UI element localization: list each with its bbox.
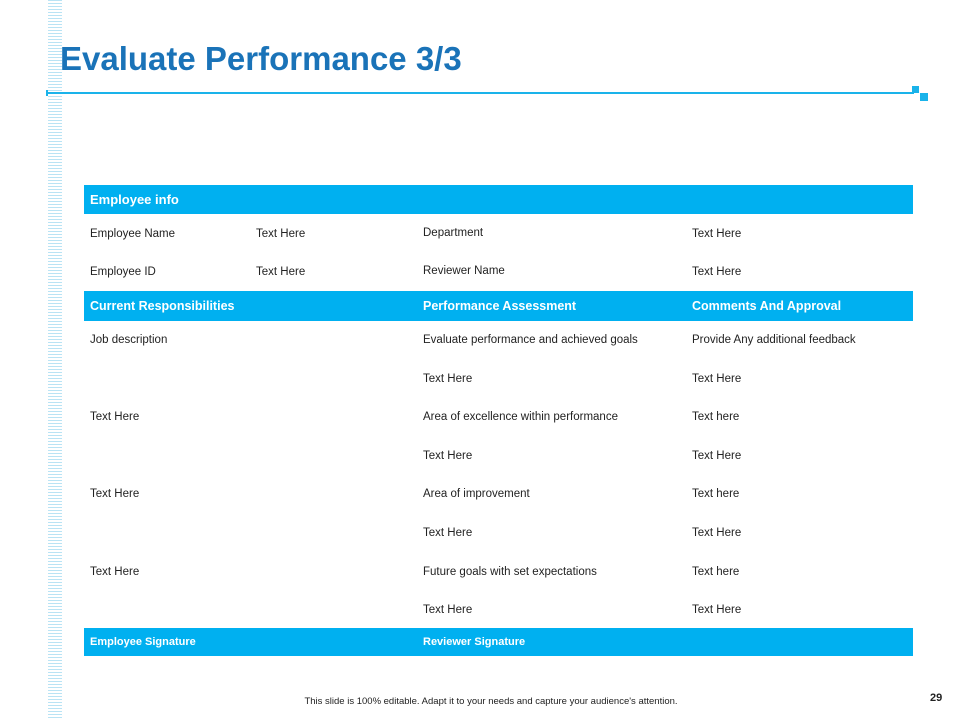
employee-name-value: Text Here xyxy=(256,227,306,240)
footer-note: This slide is 100% editable. Adapt it to your needs and capture your audience's attention. xyxy=(304,696,678,707)
row-col1: Text Here xyxy=(90,411,140,423)
signature-row xyxy=(84,628,913,656)
decorative-square xyxy=(912,86,919,93)
performance-assessment-header: Performance Assessment xyxy=(423,299,577,313)
row-col3: Text Here xyxy=(423,449,473,462)
table-row xyxy=(84,321,913,359)
row-col1: Text Here xyxy=(90,565,140,578)
table-row xyxy=(84,436,913,475)
comments-approval-header: Comments And Approval xyxy=(692,299,842,313)
page-title: Evaluate Performance 3/3 xyxy=(60,40,462,77)
employee-id-value: Text Here xyxy=(256,266,306,278)
row-col4: Text Here xyxy=(692,526,742,539)
row-col4: Provide Any additional feedback xyxy=(692,334,856,346)
decorative-stripes xyxy=(48,0,62,720)
table-row xyxy=(84,214,913,253)
employee-id-label: Employee ID xyxy=(90,266,156,278)
row-col3: Text Here xyxy=(423,603,473,616)
table-row xyxy=(84,552,913,591)
decorative-square xyxy=(920,93,928,101)
employee-name-label: Employee Name xyxy=(90,227,176,240)
row-col1: Job description xyxy=(90,334,168,346)
section-header xyxy=(84,291,913,321)
table-row xyxy=(84,253,913,291)
reviewer-signature-label: Reviewer Signature xyxy=(423,636,526,648)
table-row xyxy=(84,398,913,436)
row-col3: Text Here xyxy=(423,372,473,385)
row-col4: Text Here xyxy=(692,372,742,385)
row-col4: Text Here xyxy=(692,603,742,616)
row-col3: Area of improvement xyxy=(423,488,530,500)
row-col1: Text Here xyxy=(90,488,140,500)
table-row xyxy=(84,475,913,513)
current-responsibilities-header: Current Responsibilities xyxy=(90,299,235,313)
row-col4: Text here xyxy=(692,565,740,578)
row-col4: Text Here xyxy=(692,449,742,462)
department-label: Department xyxy=(423,226,484,239)
employee-info-header xyxy=(84,185,913,214)
reviewer-name-label: Reviewer Name xyxy=(423,265,505,277)
row-col3: Area of excellence within performance xyxy=(423,411,618,423)
row-col3: Future goals with set expectations xyxy=(423,565,597,578)
reviewer-name-value: Text Here xyxy=(692,266,742,278)
employee-signature-label: Employee Signature xyxy=(90,636,196,648)
department-value: Text Here xyxy=(692,227,742,240)
table-row xyxy=(84,359,913,398)
title-underline xyxy=(46,92,914,94)
row-col3: Evaluate performance and achieved goals xyxy=(423,334,638,346)
row-col3: Text Here xyxy=(423,526,473,539)
table-row xyxy=(84,513,913,552)
employee-info-title: Employee info xyxy=(90,192,179,207)
row-col4: Text here xyxy=(692,488,740,500)
performance-table xyxy=(84,185,913,656)
page-number: 29 xyxy=(930,692,943,704)
table-row xyxy=(84,591,913,628)
row-col4: Text here xyxy=(692,411,740,423)
